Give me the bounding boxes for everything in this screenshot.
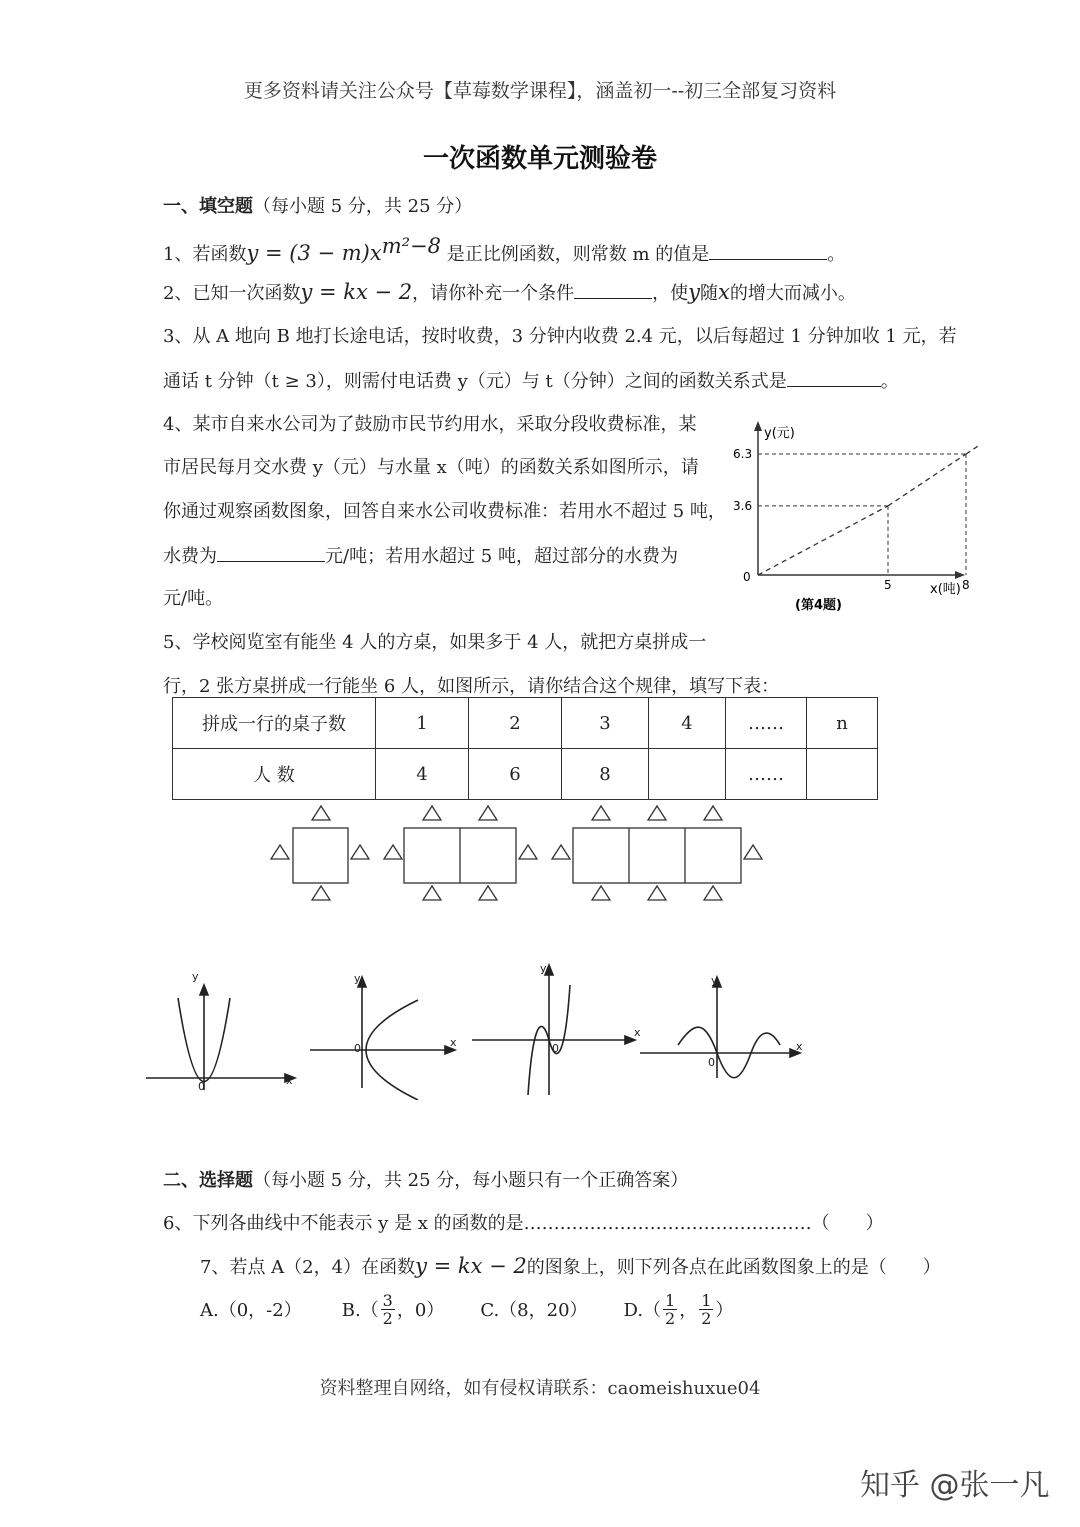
question-4-line-2: 市居民每月交水费 y（元）与水量 x（吨）的函数关系如图所示，请	[163, 457, 699, 478]
q7-formula: y = kx − 2	[415, 1254, 527, 1278]
single-table	[293, 828, 348, 883]
question-7-options	[200, 1285, 733, 1333]
table-cell: 4	[649, 698, 726, 749]
option-d-sep: ，	[679, 1300, 698, 1321]
table-cell: 4	[376, 749, 469, 800]
table-answer-cell[interactable]	[649, 749, 726, 800]
table-cell: ……	[726, 698, 807, 749]
graph4-xtick-0: 5	[884, 578, 892, 592]
axis-label-x: x	[286, 1074, 293, 1087]
seat-icon	[592, 806, 610, 820]
table-arrangement-diagram	[260, 800, 780, 910]
q1-suffix: 是正比例函数，则常数 m 的值是	[446, 244, 710, 265]
table-question-5	[172, 697, 878, 800]
axis-label-y: y	[540, 962, 547, 975]
option-d-fraction-1	[663, 1292, 677, 1327]
header-note: 更多资料请关注公众号【草莓数学课程】，涵盖初一--初三全部复习资料	[243, 80, 837, 102]
table-cell: 1	[376, 698, 469, 749]
seat-icon	[271, 845, 289, 859]
graph4-caption: (第4题)	[795, 598, 842, 613]
axis-label-y: y	[192, 970, 199, 983]
q4-answer-blank[interactable]	[217, 541, 325, 562]
option-b[interactable]	[342, 1292, 445, 1327]
question-3-line-2	[163, 366, 899, 393]
water-fee-graph	[725, 415, 985, 620]
seat-icon	[312, 806, 330, 820]
seat-icon	[351, 845, 369, 859]
graph4-y-arrow	[754, 421, 762, 431]
seat-icon	[423, 886, 441, 900]
axis-label-x: x	[450, 1036, 457, 1049]
q1-formula: y = (3 − m)x	[246, 241, 382, 265]
origin-label: 0	[198, 1080, 205, 1093]
section-1-title: 一、填空题	[163, 196, 253, 217]
table-answer-cell[interactable]	[807, 749, 878, 800]
question-4-line-3: 你通过观察函数图象，回答自来水公司收费标准：若用水不超过 5 吨，	[163, 501, 726, 522]
q4-line4a: 水费为	[163, 546, 217, 567]
q4-line4b: 元/吨；若用水超过 5 吨，超过部分的水费为	[325, 546, 678, 567]
seat-icon	[479, 806, 497, 820]
q2-middle: ，请你补充一个条件	[412, 283, 575, 304]
question-3-line-1: 3、从 A 地向 B 地打长途电话，按时收费，3 分钟内收费 2.4 元，以后每超过 1 分钟加收 1 元，若	[163, 326, 957, 347]
q2-answer-blank[interactable]	[574, 278, 652, 299]
seat-icon	[479, 886, 497, 900]
table-cell: 3	[562, 698, 649, 749]
question-4-line-5: 元/吨。	[163, 588, 224, 609]
table-cell: 8	[562, 749, 649, 800]
q2-sui: 随	[700, 283, 719, 304]
section-1-note: （每小题 5 分，共 25 分）	[253, 196, 473, 217]
question-7	[200, 1253, 941, 1279]
page-title: 一次函数单元测验卷	[422, 144, 657, 174]
table-cell: 拼成一行的桌子数	[173, 698, 376, 749]
section-2-title: 二、选择题	[163, 1170, 253, 1191]
seat-icon	[704, 886, 722, 900]
section-1-heading	[163, 192, 472, 218]
graph4-x-label: x(吨)	[930, 582, 961, 597]
option-a[interactable]: A.（0，-2）	[200, 1300, 302, 1321]
graph4-xtick-1: 8	[962, 578, 970, 592]
fraction-denominator: 2	[665, 1308, 676, 1328]
seat-icon	[648, 886, 666, 900]
axis-label-x: x	[634, 1026, 641, 1039]
q7-prefix: 7、若点 A（2，4）在函数	[200, 1257, 416, 1278]
q3-end: 。	[880, 371, 899, 392]
curve-options-figure	[140, 960, 820, 1100]
fraction-numerator: 3	[382, 1290, 393, 1310]
seat-icon	[384, 845, 402, 859]
graph4-y-label: y(元)	[764, 426, 795, 441]
graph4-segment	[888, 454, 966, 506]
seat-icon	[519, 845, 537, 859]
option-d-pre: D.（	[623, 1300, 662, 1321]
seat-icon	[648, 806, 666, 820]
option-b-fraction	[381, 1292, 395, 1327]
footer-note: 资料整理自网络，如有侵权请联系：caomeishuxue04	[319, 1378, 761, 1399]
question-5-line-2: 行，2 张方桌拼成一行能坐 6 人，如图所示，请你结合这个规律，填写下表：	[163, 676, 780, 697]
q2-y: y	[688, 280, 701, 304]
three-tables	[573, 828, 741, 883]
axis-label-y: y	[711, 974, 718, 987]
seat-icon	[312, 886, 330, 900]
seat-icon	[592, 886, 610, 900]
section-2-heading	[163, 1166, 688, 1192]
question-4-line-4	[163, 541, 678, 568]
q2-suffix: ，使	[652, 283, 689, 304]
q7-suffix: 的图象上，则下列各点在此函数图象上的是（ ）	[526, 1257, 941, 1278]
graph4-ytick-0: 3.6	[733, 498, 753, 513]
fraction-denominator: 2	[382, 1308, 393, 1328]
axis-label-y: y	[354, 972, 361, 985]
q3-line2-text: 通话 t 分钟（t ≥ 3），则需付电话费 y（元）与 t（分钟）之间的函数关系式是	[163, 371, 787, 392]
option-d-fraction-2	[699, 1292, 713, 1327]
fraction-denominator: 2	[701, 1308, 712, 1328]
origin-label: 0	[708, 1056, 715, 1069]
origin-label: 0	[354, 1042, 361, 1055]
table-cell: 人 数	[173, 749, 376, 800]
q1-prefix: 1、若函数	[163, 244, 247, 265]
seat-icon	[704, 806, 722, 820]
option-d[interactable]	[624, 1292, 734, 1327]
question-6: 6、下列各曲线中不能表示 y 是 x 的函数的是…………………………………………（ ）	[163, 1213, 884, 1234]
graph4-origin: 0	[743, 570, 751, 584]
axis-label-x: x	[796, 1040, 803, 1053]
table-cell: 6	[469, 749, 562, 800]
watermark: 知乎 @张一凡	[860, 1468, 1050, 1503]
seat-icon	[552, 845, 570, 859]
seat-icon	[744, 845, 762, 859]
table-row	[173, 749, 878, 800]
graph4-ytick-1: 6.3	[733, 447, 753, 462]
question-4-line-1: 4、某市自来水公司为了鼓励市民节约用水，采取分段收费标准，某	[163, 414, 697, 435]
question-5-line-1: 5、学校阅览室有能坐 4 人的方桌，如果多于 4 人，就把方桌拼成一	[163, 632, 707, 653]
origin-label: 0	[552, 1042, 559, 1055]
q2-end: 的增大而减小。	[729, 283, 856, 304]
fraction-numerator: 1	[665, 1290, 676, 1310]
option-b-pre: B.（	[341, 1300, 379, 1321]
q3-answer-blank[interactable]	[787, 366, 881, 387]
option-b-post: ，0）	[396, 1300, 445, 1321]
table-cell: n	[807, 698, 878, 749]
table-row	[173, 698, 878, 749]
question-1	[163, 234, 845, 266]
q2-formula: y = kx − 2	[300, 280, 413, 304]
q1-end: 。	[827, 244, 846, 265]
q1-exponent: m²−8	[381, 234, 442, 258]
graph4-segment-extension	[966, 445, 979, 454]
option-d-post: ）	[715, 1300, 734, 1321]
table-cell: ……	[726, 749, 807, 800]
section-2-note: （每小题 5 分，共 25 分，每小题只有一个正确答案）	[253, 1170, 689, 1191]
q2-x: x	[718, 280, 730, 304]
table-cell: 2	[469, 698, 562, 749]
q1-answer-blank[interactable]	[709, 239, 827, 260]
option-c[interactable]: C.（8，20）	[480, 1300, 588, 1321]
q2-prefix: 2、已知一次函数	[163, 283, 301, 304]
seat-icon	[423, 806, 441, 820]
graph4-segment	[758, 506, 888, 575]
question-2	[163, 278, 856, 305]
fraction-numerator: 1	[701, 1290, 712, 1310]
